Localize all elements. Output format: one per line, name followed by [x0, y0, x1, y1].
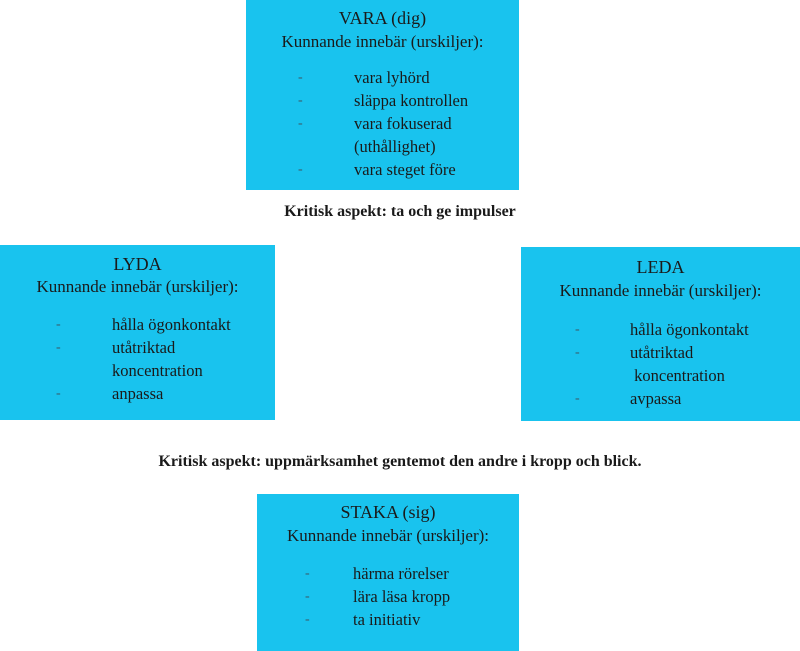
list-item-text: koncentration [630, 366, 725, 385]
lyda-list [56, 313, 231, 405]
list-item [305, 585, 450, 608]
vara-box [246, 0, 519, 190]
vara-title: VARA (dig) [338, 8, 427, 28]
dash-bullet: - [298, 70, 303, 85]
list-item-text: vara lyhörd [354, 68, 430, 87]
dash-bullet: - [575, 391, 580, 406]
list-item [575, 387, 749, 410]
staka-title: STAKA (sig) [340, 502, 436, 522]
list-item [298, 66, 468, 89]
dash-bullet: - [298, 162, 303, 177]
list-item [56, 359, 231, 382]
list-item [575, 364, 749, 387]
list-item-text: vara steget före [354, 160, 456, 179]
leda-list [575, 318, 749, 410]
vara-list [298, 66, 468, 181]
dash-bullet: - [56, 317, 61, 332]
leda-box [521, 247, 800, 421]
list-item [56, 382, 231, 405]
dash-bullet: - [305, 566, 310, 581]
lyda-box [0, 245, 275, 420]
leda-title: LEDA [636, 257, 685, 277]
list-item-text: härma rörelser [353, 564, 449, 583]
list-item [56, 336, 231, 359]
list-item [298, 135, 468, 158]
dash-bullet: - [298, 93, 303, 108]
critical-aspect-top: Kritisk aspekt: ta och ge impulser [284, 203, 516, 220]
list-item [56, 313, 231, 336]
list-item [305, 608, 450, 631]
list-item-text: släppa kontrollen [354, 91, 469, 110]
list-item-text: hålla ögonkontakt [630, 320, 749, 339]
staka-list [305, 562, 450, 631]
list-item [298, 89, 468, 112]
list-item [298, 158, 468, 181]
lyda-title: LYDA [113, 254, 162, 274]
list-item-text: utåtriktad [630, 343, 694, 362]
list-item [305, 562, 450, 585]
list-item-text: ta initiativ [353, 610, 421, 629]
list-item-text: avpassa [630, 389, 682, 408]
list-item-text: utåtriktad [112, 338, 176, 357]
dash-bullet: - [305, 589, 310, 604]
lyda-subtitle: Kunnande innebär (urskiljer): [36, 277, 239, 296]
dash-bullet: - [298, 116, 303, 131]
dash-bullet: - [305, 612, 310, 627]
list-item [298, 112, 468, 135]
list-item [575, 341, 749, 364]
critical-aspect-middle: Kritisk aspekt: uppmärksamhet gentemot den andre i kropp och blick. [158, 453, 642, 470]
leda-subtitle: Kunnande innebär (urskiljer): [559, 281, 762, 300]
list-item-text: hålla ögonkontakt [112, 315, 231, 334]
list-item-text: vara fokuserad [354, 114, 452, 133]
dash-bullet: - [56, 386, 61, 401]
list-item-text: (uthållighet) [354, 137, 436, 156]
list-item [575, 318, 749, 341]
list-item-text: lära läsa kropp [353, 587, 451, 606]
list-item-text: koncentration [112, 361, 203, 380]
list-item-text: anpassa [112, 384, 164, 403]
dash-bullet: - [575, 322, 580, 337]
dash-bullet: - [575, 345, 580, 360]
dash-bullet: - [56, 340, 61, 355]
staka-subtitle: Kunnande innebär (urskiljer): [286, 526, 490, 545]
staka-box [257, 494, 519, 651]
vara-subtitle: Kunnande innebär (urskiljer): [281, 32, 484, 51]
